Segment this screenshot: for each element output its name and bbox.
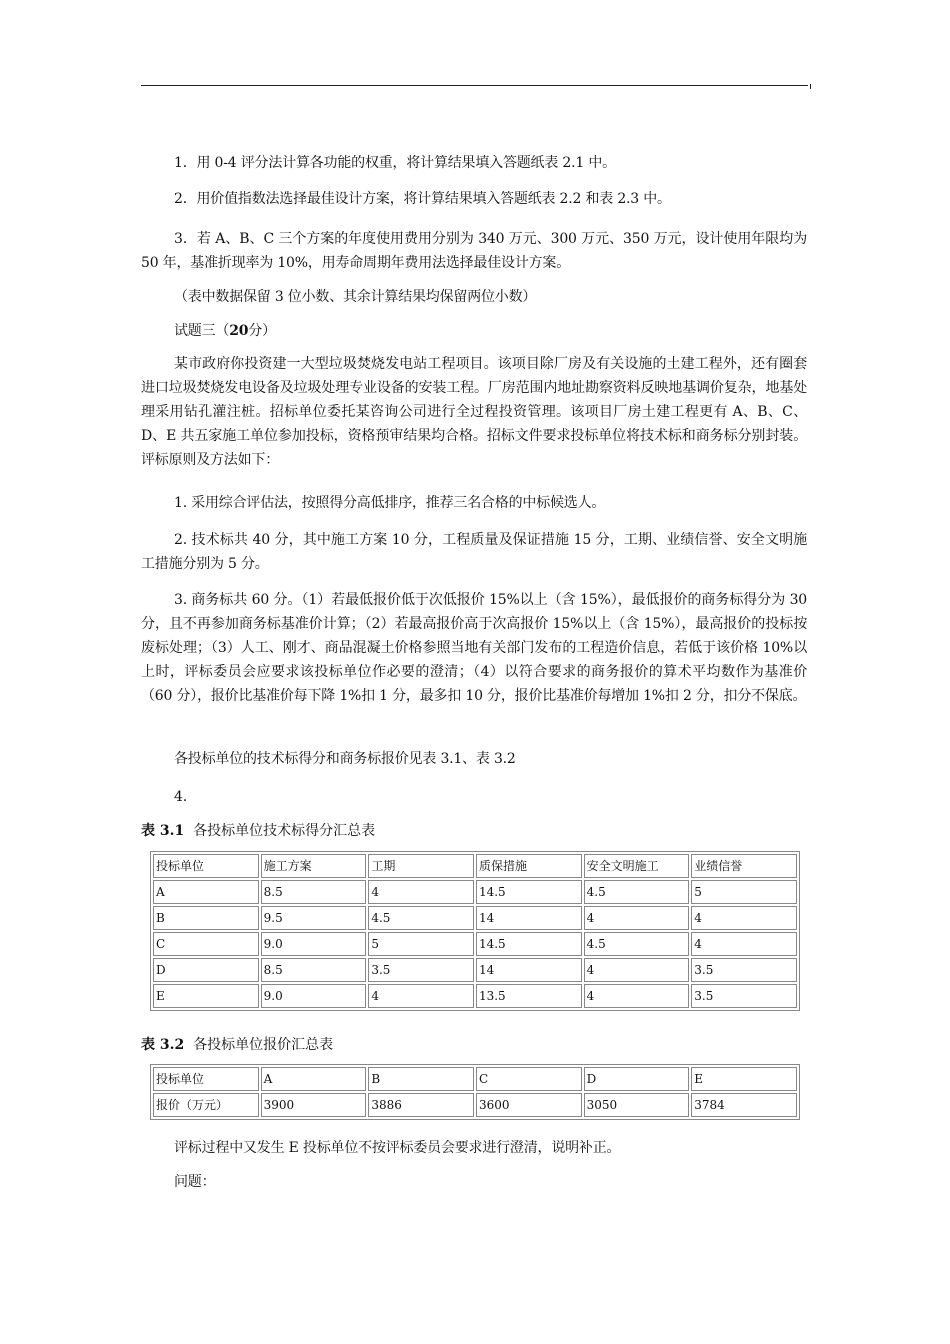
table1-title: 各投标单位技术标得分汇总表 (193, 823, 376, 839)
question-3: 3．若 A、B、C 三个方案的年度使用费用分别为 340 万元、300 万元、350 万元，设计使用年限均为 50 年，基准折现率为 10%，用寿命周期年费用法选择最佳设计方案。 (141, 231, 807, 271)
tech-score-table (150, 851, 800, 1011)
section-points: 20 (229, 323, 249, 339)
rule-2: 2. 技术标共 40 分，其中施工方案 10 分，工程质量及保证措施 15 分，工期、业绩信誉、安全文明施工措施分别为 5 分。 (141, 532, 807, 572)
table-cell: 9.5 (261, 906, 367, 930)
table-cell: 9.0 (261, 932, 367, 956)
table-row (153, 906, 797, 930)
table-row (153, 932, 797, 956)
table1-caption (141, 821, 375, 841)
item-4: 4. (174, 789, 187, 805)
table-cell: 4.5 (584, 880, 690, 904)
header-cell: C (476, 1067, 582, 1091)
table2-number: 表 3.2 (141, 1037, 185, 1053)
table-cell: 5 (691, 880, 797, 904)
table2-caption (141, 1035, 333, 1055)
header-cell: 业绩信誉 (691, 854, 797, 878)
table-cell: 3.5 (691, 958, 797, 982)
table-row (153, 880, 797, 904)
table-row (153, 984, 797, 1008)
header-cell: 投标单位 (153, 1067, 259, 1091)
table-cell: 报价（万元） (153, 1093, 259, 1117)
section-title-text: 试题三（ (174, 323, 230, 339)
section-title (141, 319, 807, 343)
rule-3: 3. 商务标共 60 分。（1）若最低报价低于次低报价 15%以上（含 15%），最低报价的商务标得分为 30 分，且不再参加商务标基准价计算；（2）若最高报价高于次高报价 15%以上（含 15%），最高报价的投标按废标处理；（3）人工、刚才、商品混凝土价格参照当地有关部门发布的工程造价信息，若低于该价格 10%以上时，评标委员会应要求该投标单位作必要的澄清；（4）以符合要求的商务报价的算术平均数作为基准价（60 分），报价比基准价每下降 1%扣 1 分，最多扣 10 分，报价比基准价每增加 1%扣 2 分，扣分不保底。 (141, 592, 807, 704)
table-cell: 4 (368, 880, 474, 904)
table-cell: 4 (584, 984, 690, 1008)
table-cell: 4.5 (584, 932, 690, 956)
header-cell: D (584, 1067, 690, 1091)
table-cell: 14.5 (476, 880, 582, 904)
table-cell: 4 (584, 906, 690, 930)
table2-title: 各投标单位报价汇总表 (193, 1037, 334, 1053)
table-row (153, 958, 797, 982)
table-cell: 3.5 (691, 984, 797, 1008)
table-cell: 3784 (691, 1093, 797, 1117)
questions-label: 问题： (174, 1174, 216, 1190)
question-2: 2．用价值指数法选择最佳设计方案，将计算结果填入答题纸表 2.2 和表 2.3 中。 (174, 191, 671, 207)
header-rule (141, 85, 808, 86)
header-cell: 施工方案 (261, 854, 367, 878)
table-cell: 14 (476, 906, 582, 930)
table1-number: 表 3.1 (141, 823, 185, 839)
tables-reference: 各投标单位的技术标得分和商务标报价见表 3.1、表 3.2 (174, 751, 516, 767)
table-cell: 8.5 (261, 880, 367, 904)
table-cell: 14 (476, 958, 582, 982)
question-1: 1．用 0-4 评分法计算各功能的权重，将计算结果填入答题纸表 2.1 中。 (174, 155, 616, 171)
rounding-note: （表中数据保留 3 位小数、其余计算结果均保留两位小数） (174, 289, 537, 305)
header-cell: 工期 (368, 854, 474, 878)
section-title-suffix: 分） (248, 323, 276, 339)
table-cell: 4 (584, 958, 690, 982)
table-cell: 3886 (368, 1093, 474, 1117)
table-cell: 5 (368, 932, 474, 956)
table-cell: 4 (368, 984, 474, 1008)
table-cell: 9.0 (261, 984, 367, 1008)
table-cell: E (153, 984, 259, 1008)
header-cell: E (691, 1067, 797, 1091)
header-cell: 安全文明施工 (584, 854, 690, 878)
table-cell: 3600 (476, 1093, 582, 1117)
table-cell: 4 (691, 906, 797, 930)
table-cell: C (153, 932, 259, 956)
table-row (153, 1093, 797, 1117)
table-cell: A (153, 880, 259, 904)
table-cell: B (153, 906, 259, 930)
table-cell: 14.5 (476, 932, 582, 956)
intro-paragraph: 某市政府你投资建一大型垃圾焚烧发电站工程项目。该项目除厂房及有关设施的土建工程外，还有圈套进口垃圾焚烧发电设备及垃圾处理专业设备的安装工程。厂房范围内地址勘察资料反映地基调价复杂，地基处理采用钻孔灌注桩。招标单位委托某咨询公司进行全过程投资管理。该项目厂房土建工程更有 A、B、C、D、E 共五家施工单位参加投标，资格预审结果均合格。招标文件要求投标单位将技术标和商务标分别封装。评标原则及方法如下： (141, 356, 807, 468)
table-header-row (153, 854, 797, 878)
header-cell: A (261, 1067, 367, 1091)
table-cell: 3050 (584, 1093, 690, 1117)
header-cell: 质保措施 (476, 854, 582, 878)
header-rule-tick (810, 84, 811, 89)
table-cell: 3900 (261, 1093, 367, 1117)
header-cell: B (368, 1067, 474, 1091)
after-paragraph: 评标过程中又发生 E 投标单位不按评标委员会要求进行澄清，说明补正。 (174, 1140, 621, 1156)
header-cell: 投标单位 (153, 854, 259, 878)
table-cell: 13.5 (476, 984, 582, 1008)
table-header-row (153, 1067, 797, 1091)
table-cell: 3.5 (368, 958, 474, 982)
table-cell: 8.5 (261, 958, 367, 982)
table-cell: 4.5 (368, 906, 474, 930)
table-cell: 4 (691, 932, 797, 956)
bid-price-table (150, 1064, 800, 1120)
rule-1: 1. 采用综合评估法，按照得分高低排序，推荐三名合格的中标候选人。 (174, 495, 606, 511)
table-cell: D (153, 958, 259, 982)
